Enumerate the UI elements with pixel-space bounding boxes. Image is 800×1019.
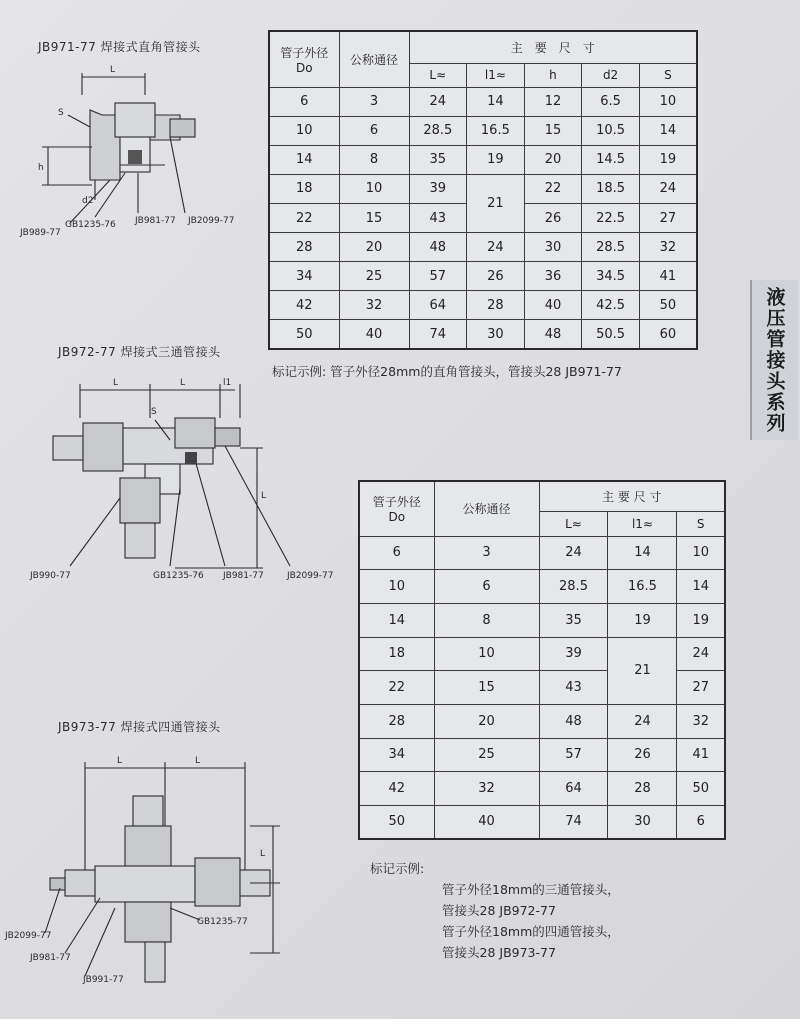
cell-l1: 28 <box>467 291 525 320</box>
cell-do: 14 <box>359 603 434 637</box>
cell-l1: 16.5 <box>608 570 677 604</box>
cell-L: 43 <box>539 671 608 705</box>
cell-l1: 24 <box>608 704 677 738</box>
table-row <box>359 772 725 806</box>
cell-l1: 16.5 <box>467 116 525 145</box>
cell-dn: 3 <box>339 87 409 116</box>
cell-L: 35 <box>539 603 608 637</box>
side-tab-label: 液压管接头系列 <box>763 286 786 434</box>
header-nominal-bore: 公称通径 <box>339 31 409 87</box>
cell-l1: 19 <box>608 603 677 637</box>
marking-example-2 <box>370 858 620 963</box>
cell-S: 41 <box>677 738 725 772</box>
table-row <box>269 174 697 203</box>
header-main-dims: 主 要 尺 寸 <box>409 31 697 63</box>
std-label-1: JB989-77 <box>20 228 61 238</box>
cell-S: 50 <box>639 291 697 320</box>
cell-d2: 28.5 <box>582 233 640 262</box>
cell-L: 74 <box>539 805 608 839</box>
dim-label-h: h <box>38 163 44 173</box>
cell-dn: 8 <box>434 603 539 637</box>
cell-L: 74 <box>409 320 467 349</box>
cell-dn: 10 <box>339 174 409 203</box>
table-row <box>359 738 725 772</box>
cell-L: 28.5 <box>409 116 467 145</box>
cell-d2: 34.5 <box>582 262 640 291</box>
dim-label-L-2: L <box>180 378 186 388</box>
cell-l1: 26 <box>467 262 525 291</box>
cell-h: 48 <box>524 320 582 349</box>
marking-line-1: 管子外径18mm的三通管接头， <box>442 882 620 897</box>
dim-label-L: L <box>110 65 116 75</box>
header-l1: l1≈ <box>608 512 677 536</box>
cell-L: 57 <box>539 738 608 772</box>
table-row <box>269 116 697 145</box>
header-nominal-bore: 公称通径 <box>434 481 539 536</box>
marking-example-label: 标记示例: <box>370 861 425 876</box>
cell-do: 50 <box>269 320 339 349</box>
cell-d2: 14.5 <box>582 145 640 174</box>
cell-do: 28 <box>359 704 434 738</box>
section-title-elbow: JB971-77 焊接式直角管接头 <box>38 40 201 54</box>
header-L: L≈ <box>409 63 467 87</box>
cell-S: 19 <box>677 603 725 637</box>
marking-line-3: 管子外径18mm的四通管接头， <box>442 924 620 939</box>
table-row <box>359 637 725 671</box>
table-row <box>269 320 697 349</box>
cell-h: 20 <box>524 145 582 174</box>
cell-d2: 22.5 <box>582 203 640 232</box>
table-row <box>269 233 697 262</box>
header-L: L≈ <box>539 512 608 536</box>
marking-line-2: 管接头28 JB972-77 <box>442 903 556 918</box>
cell-dn: 6 <box>339 116 409 145</box>
cell-h: 12 <box>524 87 582 116</box>
cell-do: 6 <box>359 536 434 570</box>
header-outer-diameter: 管子外径 Do <box>359 481 434 536</box>
cell-S: 14 <box>677 570 725 604</box>
cell-l1: 30 <box>467 320 525 349</box>
header-l1: l1≈ <box>467 63 525 87</box>
cell-h: 30 <box>524 233 582 262</box>
section-title-tee: JB972-77 焊接式三通管接头 <box>58 345 221 359</box>
std-label-4: GB1235-77 <box>197 917 248 927</box>
cell-l1: 24 <box>467 233 525 262</box>
std-label-2: GB1235-76 <box>153 571 204 581</box>
std-label-1: JB2099-77 <box>5 931 52 941</box>
cell-do: 34 <box>269 262 339 291</box>
cell-do: 50 <box>359 805 434 839</box>
marking-example-1: 标记示例: 管子外径28mm的直角管接头，管接头28 JB971-77 <box>272 364 622 379</box>
cell-dn: 40 <box>434 805 539 839</box>
cell-dn: 32 <box>434 772 539 806</box>
header-S: S <box>639 63 697 87</box>
cell-d2: 50.5 <box>582 320 640 349</box>
side-tab <box>750 280 798 440</box>
dim-label-d2: d2 <box>82 196 94 206</box>
std-label-2: JB981-77 <box>30 953 71 963</box>
cell-S: 14 <box>639 116 697 145</box>
std-label-3: JB981-77 <box>135 216 176 226</box>
cell-l1: 28 <box>608 772 677 806</box>
cell-l1: 14 <box>467 87 525 116</box>
cell-S: 50 <box>677 772 725 806</box>
cell-l1: 26 <box>608 738 677 772</box>
table-row <box>359 704 725 738</box>
cell-do: 42 <box>269 291 339 320</box>
cell-L: 64 <box>539 772 608 806</box>
dim-label-L-1: L <box>117 756 123 766</box>
cell-d2: 10.5 <box>582 116 640 145</box>
cell-do: 42 <box>359 772 434 806</box>
cell-S: 24 <box>639 174 697 203</box>
table-row <box>359 603 725 637</box>
std-label-3: JB991-77 <box>83 975 124 985</box>
cell-S: 41 <box>639 262 697 291</box>
cell-L: 39 <box>539 637 608 671</box>
cell-S: 32 <box>639 233 697 262</box>
section-title-cross: JB973-77 焊接式四通管接头 <box>58 720 221 734</box>
cell-dn: 10 <box>434 637 539 671</box>
std-label-1: JB990-77 <box>30 571 71 581</box>
cell-d2: 42.5 <box>582 291 640 320</box>
dim-label-S: S <box>151 407 157 417</box>
cell-dn: 8 <box>339 145 409 174</box>
cell-l1: 21 <box>467 174 525 232</box>
cell-L: 35 <box>409 145 467 174</box>
cell-d2: 6.5 <box>582 87 640 116</box>
cell-L: 39 <box>409 174 467 203</box>
cell-l1: 19 <box>467 145 525 174</box>
header-main-dims: 主 要 尺 寸 <box>539 481 725 512</box>
cell-S: 10 <box>677 536 725 570</box>
tee-fitting-drawing <box>25 368 365 588</box>
cell-d2: 18.5 <box>582 174 640 203</box>
cell-S: 60 <box>639 320 697 349</box>
cell-do: 10 <box>359 570 434 604</box>
cell-dn: 25 <box>339 262 409 291</box>
cell-L: 43 <box>409 203 467 232</box>
dim-label-L-2: L <box>195 756 201 766</box>
cell-L: 24 <box>409 87 467 116</box>
std-label-4: JB2099-77 <box>287 571 334 581</box>
table-row <box>269 291 697 320</box>
marking-line-4: 管接头28 JB973-77 <box>442 945 556 960</box>
cell-do: 18 <box>359 637 434 671</box>
cell-S: 19 <box>639 145 697 174</box>
dim-label-L-3: L <box>260 849 266 859</box>
header-outer-diameter: 管子外径 Do <box>269 31 339 87</box>
cell-L: 28.5 <box>539 570 608 604</box>
dim-label-L-1: L <box>113 378 119 388</box>
cell-S: 32 <box>677 704 725 738</box>
cell-L: 48 <box>539 704 608 738</box>
cell-h: 40 <box>524 291 582 320</box>
std-label-3: JB981-77 <box>223 571 264 581</box>
table-row <box>269 262 697 291</box>
cell-dn: 3 <box>434 536 539 570</box>
cell-l1: 14 <box>608 536 677 570</box>
cell-dn: 6 <box>434 570 539 604</box>
cell-l1: 21 <box>608 637 677 704</box>
std-label-4: JB2099-77 <box>188 216 235 226</box>
dim-label-l1: l1 <box>223 378 232 388</box>
cell-dn: 15 <box>434 671 539 705</box>
cell-dn: 32 <box>339 291 409 320</box>
dim-label-S: S <box>58 108 64 118</box>
cell-do: 10 <box>269 116 339 145</box>
spec-table-tee-cross <box>358 480 726 840</box>
cell-L: 64 <box>409 291 467 320</box>
cell-S: 27 <box>639 203 697 232</box>
table-row <box>269 145 697 174</box>
std-label-2: GB1235-76 <box>65 220 116 230</box>
header-d2: d2 <box>582 63 640 87</box>
cell-S: 27 <box>677 671 725 705</box>
cell-h: 22 <box>524 174 582 203</box>
cell-do: 14 <box>269 145 339 174</box>
elbow-fitting-drawing <box>20 55 260 245</box>
cell-dn: 40 <box>339 320 409 349</box>
cell-h: 36 <box>524 262 582 291</box>
table-row <box>359 805 725 839</box>
spec-table-elbow <box>268 30 698 350</box>
cell-dn: 20 <box>339 233 409 262</box>
cell-L: 57 <box>409 262 467 291</box>
cell-L: 48 <box>409 233 467 262</box>
cell-do: 34 <box>359 738 434 772</box>
cell-dn: 25 <box>434 738 539 772</box>
table-row <box>359 536 725 570</box>
cell-do: 6 <box>269 87 339 116</box>
header-S: S <box>677 512 725 536</box>
cell-do: 18 <box>269 174 339 203</box>
cell-S: 10 <box>639 87 697 116</box>
table-row <box>359 570 725 604</box>
cross-fitting-drawing <box>5 738 305 998</box>
cell-S: 24 <box>677 637 725 671</box>
cell-dn: 20 <box>434 704 539 738</box>
cell-do: 22 <box>359 671 434 705</box>
cell-do: 28 <box>269 233 339 262</box>
dim-label-L-3: L <box>261 491 267 501</box>
cell-dn: 15 <box>339 203 409 232</box>
cell-h: 26 <box>524 203 582 232</box>
cell-S: 6 <box>677 805 725 839</box>
cell-l1: 30 <box>608 805 677 839</box>
header-h: h <box>524 63 582 87</box>
table-row <box>269 87 697 116</box>
cell-L: 24 <box>539 536 608 570</box>
cell-h: 15 <box>524 116 582 145</box>
cell-do: 22 <box>269 203 339 232</box>
